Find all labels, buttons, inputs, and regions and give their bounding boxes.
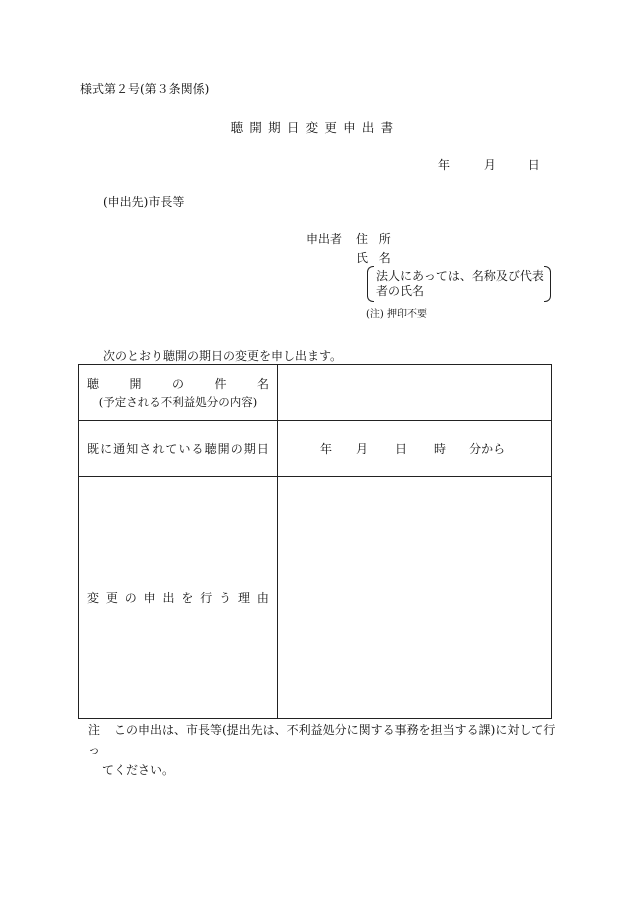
date-day-unit: 日	[527, 158, 540, 172]
label-char: 件	[214, 377, 227, 391]
submission-date	[438, 156, 540, 173]
hearing-subject-field[interactable]	[278, 365, 552, 421]
minute-unit: 分から	[469, 442, 506, 456]
label-char: う	[219, 591, 232, 605]
intro-text: 次のとおり聴開の期日の変更を申し出ます。	[103, 349, 343, 363]
label-char: 行	[200, 591, 213, 605]
footnote-mark: 注	[88, 723, 101, 737]
label-char: 申	[143, 591, 156, 605]
day-unit: 日	[395, 442, 408, 456]
label-char: 更	[105, 591, 118, 605]
label-char: 名	[256, 377, 269, 391]
label-char: 由	[256, 591, 269, 605]
table-row	[79, 477, 552, 719]
label-char: 期	[243, 442, 256, 456]
form-number: 様式第２号(第３条関係)	[80, 82, 210, 96]
date-year-unit: 年	[438, 158, 451, 172]
label-char: れ	[152, 442, 165, 456]
name-label: 氏名	[356, 251, 402, 265]
label-char: 聴	[87, 377, 100, 391]
label-char: て	[165, 442, 178, 456]
applicant-label: 申出者	[306, 232, 343, 246]
hearing-subject-sublabel: (予定される不利益処分の内容)	[98, 395, 258, 409]
year-unit: 年	[320, 442, 333, 456]
label-char: の	[230, 442, 243, 456]
label-char: 通	[113, 442, 126, 456]
label-char: 変	[87, 591, 100, 605]
addressee: (申出先)市長等	[103, 195, 185, 209]
label-char: 開	[217, 442, 230, 456]
notified-date-field[interactable]	[278, 421, 552, 477]
footnote-text-1: この申出は、市長等(提出先は、不利益処分に関する事務を担当する課)に対して行っ	[88, 723, 556, 757]
label-char: に	[100, 442, 113, 456]
label-char: 知	[126, 442, 139, 456]
label-char: 聴	[204, 442, 217, 456]
hearing-subject-heading	[79, 375, 277, 392]
table-row	[79, 421, 552, 477]
footnote-line-1	[88, 720, 558, 760]
change-reason-label	[79, 477, 278, 719]
address-label: 住所	[356, 232, 402, 246]
notified-date-label	[79, 421, 278, 477]
month-unit: 月	[356, 442, 369, 456]
label-char: 日	[256, 442, 269, 456]
footnote	[88, 720, 558, 780]
request-table	[78, 364, 552, 719]
label-char: 開	[129, 377, 142, 391]
hearing-subject-label	[79, 365, 278, 421]
label-char: の	[171, 377, 184, 391]
page-title: 聴開期日変更申出書	[230, 120, 400, 135]
notified-date-units	[278, 440, 551, 457]
label-char: を	[181, 591, 194, 605]
label-char: 理	[238, 591, 251, 605]
table-row	[79, 365, 552, 421]
label-char: の	[124, 591, 137, 605]
label-char: 既	[87, 442, 100, 456]
label-char: 出	[162, 591, 175, 605]
right-bracket	[544, 266, 551, 302]
label-char: る	[191, 442, 204, 456]
corporate-name-note-text: 法人にあっては、名称及び代表者の氏名	[376, 269, 544, 298]
hour-unit: 時	[434, 442, 447, 456]
date-month-unit: 月	[483, 158, 496, 172]
left-bracket	[367, 266, 374, 302]
notified-date-heading	[79, 440, 277, 457]
change-reason-heading	[79, 589, 277, 606]
label-char: い	[178, 442, 191, 456]
footnote-text-2: てください。	[102, 763, 175, 777]
footnote-line-2	[88, 760, 558, 780]
corporate-name-note	[367, 266, 551, 303]
change-reason-field[interactable]	[278, 477, 552, 719]
seal-note: (注) 押印不要	[366, 309, 427, 320]
label-char: さ	[139, 442, 152, 456]
